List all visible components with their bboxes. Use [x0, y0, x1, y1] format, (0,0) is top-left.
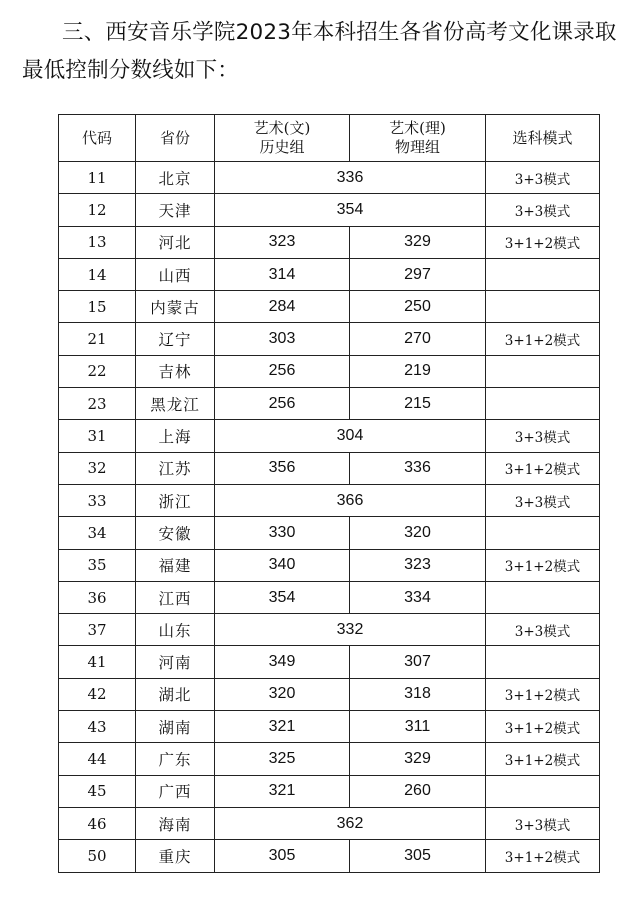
- cell-mode: 3+1+2模式: [486, 743, 600, 775]
- table-row: [59, 517, 600, 549]
- cell-physics-score: 305: [350, 840, 486, 872]
- cell-history-score: 330: [215, 517, 350, 549]
- cell-physics-score: 336: [350, 452, 486, 484]
- cell-province: 江苏: [136, 452, 215, 484]
- heading-line-2: 最低控制分数线如下：: [22, 58, 240, 83]
- cell-mode: 3+1+2模式: [486, 452, 600, 484]
- cell-province: 江西: [136, 581, 215, 613]
- header-arts-history: [215, 115, 350, 162]
- cell-physics-score: 307: [350, 646, 486, 678]
- table-row: [59, 711, 600, 743]
- cell-code: 12: [59, 194, 136, 226]
- table-row: [59, 484, 600, 516]
- cell-code: 11: [59, 162, 136, 194]
- cell-physics-score: 250: [350, 291, 486, 323]
- cell-physics-score: 260: [350, 775, 486, 807]
- cell-history-score: 321: [215, 775, 350, 807]
- table-row: [59, 226, 600, 258]
- cell-province: 山东: [136, 614, 215, 646]
- cell-physics-score: 219: [350, 355, 486, 387]
- cell-history-score: 256: [215, 388, 350, 420]
- cell-province: 安徽: [136, 517, 215, 549]
- cell-mode: [486, 775, 600, 807]
- header-row: [59, 115, 600, 162]
- cell-physics-score: 270: [350, 323, 486, 355]
- cell-history-score: 323: [215, 226, 350, 258]
- cell-code: 23: [59, 388, 136, 420]
- cell-province: 广西: [136, 775, 215, 807]
- cell-province: 湖南: [136, 711, 215, 743]
- cell-mode: 3+1+2模式: [486, 711, 600, 743]
- cell-code: 31: [59, 420, 136, 452]
- cell-combined-score: 354: [215, 194, 486, 226]
- table-row: [59, 743, 600, 775]
- table-row: [59, 452, 600, 484]
- cell-history-score: 321: [215, 711, 350, 743]
- cell-physics-score: 329: [350, 226, 486, 258]
- table-row: [59, 549, 600, 581]
- cell-code: 44: [59, 743, 136, 775]
- header-arts-history-line2: 历史组: [259, 138, 305, 156]
- cell-province: 吉林: [136, 355, 215, 387]
- header-province: 省份: [136, 115, 215, 162]
- cell-province: 湖北: [136, 678, 215, 710]
- cell-code: 35: [59, 549, 136, 581]
- cell-history-score: 325: [215, 743, 350, 775]
- cell-province: 广东: [136, 743, 215, 775]
- cell-history-score: 340: [215, 549, 350, 581]
- cell-mode: 3+3模式: [486, 420, 600, 452]
- cell-mode: [486, 646, 600, 678]
- cell-history-score: 349: [215, 646, 350, 678]
- cell-combined-score: 362: [215, 807, 486, 839]
- table-row: [59, 162, 600, 194]
- cell-history-score: 303: [215, 323, 350, 355]
- document-heading: [22, 14, 632, 90]
- cell-mode: [486, 517, 600, 549]
- table-row: [59, 840, 600, 872]
- cell-province: 河北: [136, 226, 215, 258]
- cell-mode: 3+3模式: [486, 614, 600, 646]
- cell-province: 海南: [136, 807, 215, 839]
- cell-province: 福建: [136, 549, 215, 581]
- score-table: [58, 114, 600, 873]
- cell-mode: 3+3模式: [486, 807, 600, 839]
- cell-mode: [486, 581, 600, 613]
- header-code: 代码: [59, 115, 136, 162]
- cell-mode: [486, 388, 600, 420]
- table-row: [59, 291, 600, 323]
- cell-physics-score: 297: [350, 258, 486, 290]
- cell-province: 河南: [136, 646, 215, 678]
- cell-combined-score: 336: [215, 162, 486, 194]
- cell-code: 41: [59, 646, 136, 678]
- cell-code: 46: [59, 807, 136, 839]
- cell-mode: 3+3模式: [486, 162, 600, 194]
- table-row: [59, 258, 600, 290]
- cell-code: 50: [59, 840, 136, 872]
- cell-history-score: 314: [215, 258, 350, 290]
- cell-code: 13: [59, 226, 136, 258]
- cell-code: 36: [59, 581, 136, 613]
- table-row: [59, 194, 600, 226]
- heading-line-1: 三、西安音乐学院2023年本科招生各省份高考文化课录取: [62, 20, 617, 45]
- cell-mode: 3+1+2模式: [486, 323, 600, 355]
- cell-mode: 3+1+2模式: [486, 226, 600, 258]
- table-row: [59, 678, 600, 710]
- cell-physics-score: 329: [350, 743, 486, 775]
- cell-province: 天津: [136, 194, 215, 226]
- table-body: [59, 162, 600, 873]
- cell-code: 37: [59, 614, 136, 646]
- table-row: [59, 581, 600, 613]
- cell-physics-score: 311: [350, 711, 486, 743]
- cell-physics-score: 215: [350, 388, 486, 420]
- cell-province: 浙江: [136, 484, 215, 516]
- table-row: [59, 775, 600, 807]
- cell-code: 14: [59, 258, 136, 290]
- cell-combined-score: 366: [215, 484, 486, 516]
- cell-mode: 3+3模式: [486, 194, 600, 226]
- cell-code: 33: [59, 484, 136, 516]
- cell-mode: 3+1+2模式: [486, 840, 600, 872]
- cell-province: 山西: [136, 258, 215, 290]
- cell-history-score: 356: [215, 452, 350, 484]
- cell-province: 黑龙江: [136, 388, 215, 420]
- cell-history-score: 354: [215, 581, 350, 613]
- cell-mode: 3+1+2模式: [486, 549, 600, 581]
- cell-mode: [486, 355, 600, 387]
- cell-history-score: 320: [215, 678, 350, 710]
- cell-combined-score: 304: [215, 420, 486, 452]
- cell-mode: 3+1+2模式: [486, 678, 600, 710]
- table-row: [59, 420, 600, 452]
- cell-province: 辽宁: [136, 323, 215, 355]
- cell-code: 21: [59, 323, 136, 355]
- header-arts-history-line1: 艺术(文): [253, 119, 311, 137]
- cell-history-score: 305: [215, 840, 350, 872]
- cell-province: 北京: [136, 162, 215, 194]
- cell-mode: 3+3模式: [486, 484, 600, 516]
- table-row: [59, 646, 600, 678]
- cell-province: 重庆: [136, 840, 215, 872]
- cell-physics-score: 320: [350, 517, 486, 549]
- cell-physics-score: 334: [350, 581, 486, 613]
- cell-mode: [486, 291, 600, 323]
- table-row: [59, 614, 600, 646]
- table-row: [59, 388, 600, 420]
- cell-physics-score: 323: [350, 549, 486, 581]
- table-row: [59, 807, 600, 839]
- header-arts-physics: [350, 115, 486, 162]
- cell-code: 45: [59, 775, 136, 807]
- cell-history-score: 284: [215, 291, 350, 323]
- cell-physics-score: 318: [350, 678, 486, 710]
- table-row: [59, 355, 600, 387]
- cell-history-score: 256: [215, 355, 350, 387]
- cell-mode: [486, 258, 600, 290]
- cell-province: 内蒙古: [136, 291, 215, 323]
- cell-code: 32: [59, 452, 136, 484]
- cell-code: 43: [59, 711, 136, 743]
- cell-combined-score: 332: [215, 614, 486, 646]
- cell-code: 34: [59, 517, 136, 549]
- table-row: [59, 323, 600, 355]
- cell-province: 上海: [136, 420, 215, 452]
- header-arts-physics-line1: 艺术(理): [389, 119, 446, 137]
- cell-code: 22: [59, 355, 136, 387]
- header-mode: 选科模式: [486, 115, 600, 162]
- header-arts-physics-line2: 物理组: [394, 138, 440, 156]
- cell-code: 42: [59, 678, 136, 710]
- cell-code: 15: [59, 291, 136, 323]
